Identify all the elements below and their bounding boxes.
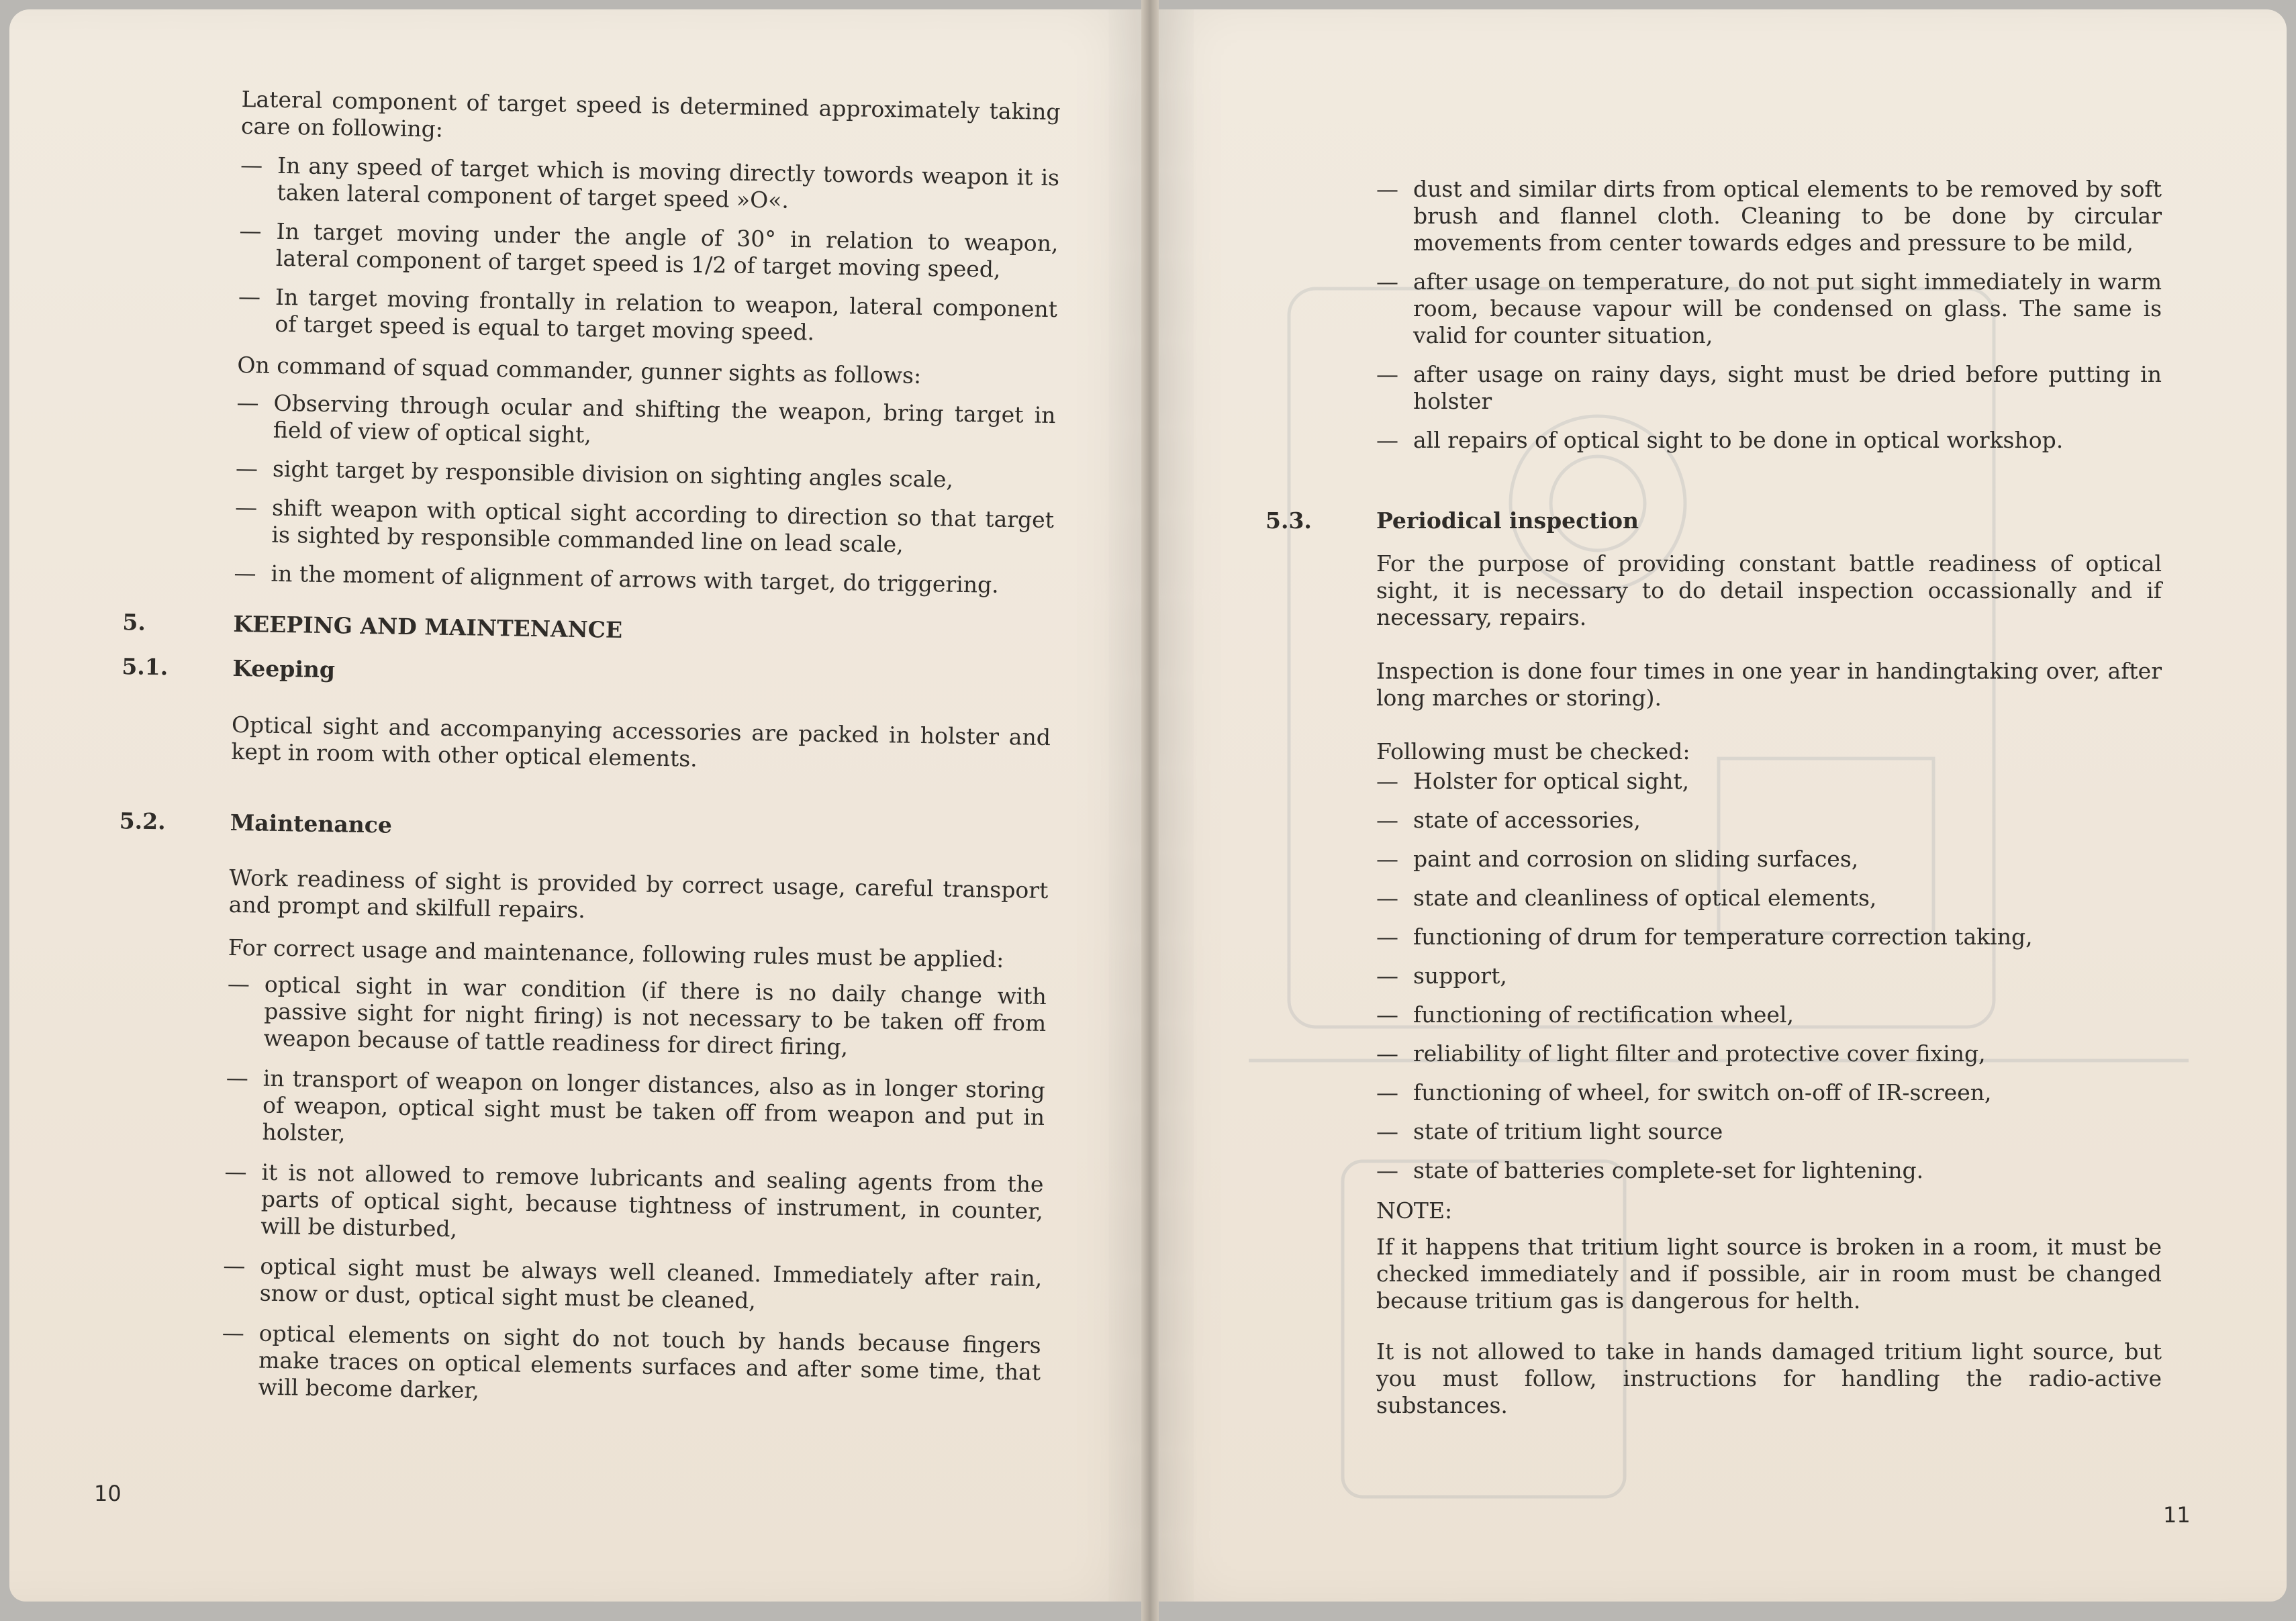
list-item: — optical elements on sight do not touch by hands because fingers make traces on optical elements surfaces and after some time, that will become darker, xyxy=(221,1320,1041,1413)
note-text-2: It is not allowed to take in hands damaged tritium light source, but you must follow, instructions for handling the radio-active substances. xyxy=(1376,1338,2162,1418)
section-number: 5.2. xyxy=(119,807,166,835)
section-number: 5.1. xyxy=(122,653,169,681)
list-item: — paint and corrosion on sliding surfaces, xyxy=(1376,846,2162,873)
list-item: — after usage on rainy days, sight must be dried before putting in holster xyxy=(1376,361,2162,415)
section-title: Keeping xyxy=(232,654,336,683)
maintenance-list xyxy=(221,971,1047,1413)
note-label: NOTE: xyxy=(1376,1197,1453,1224)
list-item: — state of tritium light source xyxy=(1376,1118,2162,1145)
list-item: — optical sight must be always well cleaned. Immediately after rain, snow or dust, optical sight must be cleaned, xyxy=(222,1252,1042,1319)
list-item: — in transport of weapon on longer distances, also as in longer storing of weapon, optical sight must be taken off from weapon and put in holster, xyxy=(225,1065,1045,1158)
list-item: — functioning of wheel, for switch on-off of IR-screen, xyxy=(1376,1079,2162,1106)
section-title: Periodical inspection xyxy=(1376,507,1639,534)
page-number-left: 10 xyxy=(94,1481,122,1506)
list-item: — reliability of light filter and protective cover fixing, xyxy=(1376,1040,2162,1067)
keeping-text: Optical sight and accompanying accessories are packed in holster and kept in room with other optical elements. xyxy=(231,711,1051,772)
list-item: — In target moving under the angle of 30° in relation to weapon, lateral component of target speed is 1/2 of target moving speed, xyxy=(239,217,1059,284)
maintenance-list-continued xyxy=(1376,176,2162,454)
section-5-heading xyxy=(122,609,1052,650)
lateral-intro: Lateral component of target speed is determined approximately taking care on following: xyxy=(240,86,1061,142)
section-number: 5. xyxy=(122,609,146,636)
list-item: — shift weapon with optical sight according to direction so that target is sighted by responsible commanded line on lead scale, xyxy=(234,494,1054,560)
inspection-text-3: Following must be checked: xyxy=(1376,738,1690,765)
list-item: — state and cleanliness of optical elements, xyxy=(1376,885,2162,912)
list-item: — state of batteries complete-set for lightening. xyxy=(1376,1157,2162,1184)
list-item: — dust and similar dirts from optical elements to be removed by soft brush and flannel cloth. Cleaning to be done by circular movements from center towards edges and pressure to be mild, xyxy=(1376,176,2162,256)
list-item: — in the moment of alignment of arrows with target, do triggering. xyxy=(234,560,1053,599)
section-5-3-heading xyxy=(1265,507,2162,534)
list-item: — support, xyxy=(1376,963,2162,989)
left-page-content xyxy=(119,86,1061,1413)
list-item: — all repairs of optical sight to be done in optical workshop. xyxy=(1376,427,2162,454)
right-page-content xyxy=(1265,176,2162,1419)
section-5-1-heading xyxy=(122,653,1051,695)
inspection-text-1: For the purpose of providing constant battle readiness of optical sight, it is necessary to do detail inspection occassionally and if necessary, repairs. xyxy=(1376,550,2162,630)
list-item: — state of accessories, xyxy=(1376,807,2162,834)
inspection-text-2: Inspection is done four times in one year in handingtaking over, after long marches or storing). xyxy=(1376,658,2162,711)
inspection-list xyxy=(1376,768,2162,1184)
page-number-right: 11 xyxy=(2163,1502,2191,1528)
list-item: — Holster for optical sight, xyxy=(1376,768,2162,795)
maintenance-text-1: Work readiness of sight is provided by correct usage, careful transport and prompt and skilfull repairs. xyxy=(228,864,1049,924)
speed-list xyxy=(238,152,1059,350)
list-item: — sight target by responsible division on sighting angles scale, xyxy=(236,455,1055,495)
list-item: — functioning of rectification wheel, xyxy=(1376,1001,2162,1028)
list-item: — In any speed of target which is moving directly towords weapon it is taken lateral component of target speed »O«. xyxy=(240,152,1059,218)
command-list xyxy=(234,389,1055,599)
section-number: 5.3. xyxy=(1265,507,1312,534)
section-5-2-heading xyxy=(119,807,1049,849)
list-item: — optical sight in war condition (if there is no daily change with passive sight for night firing) is not necessary to be taken off from weapon because of tattle readiness for direct firing, xyxy=(226,971,1047,1064)
list-item: — it is not allowed to remove lubricants and sealing agents from the parts of optical sight, because tightness of instrument, in counter, will be disturbed, xyxy=(224,1159,1044,1252)
list-item: — In target moving frontally in relation to weapon, lateral component of target speed is equal to target moving speed. xyxy=(238,283,1057,350)
book-gutter xyxy=(1141,0,1159,1621)
command-intro: On command of squad commander, gunner sights as follows: xyxy=(237,351,922,389)
maintenance-text-2: For correct usage and maintenance, following rules must be applied: xyxy=(228,934,1004,973)
list-item: — after usage on temperature, do not put sight immediately in warm room, because vapour will be condensed on glass. The same is valid for counter situation, xyxy=(1376,268,2162,349)
section-title: Maintenance xyxy=(230,809,393,838)
list-item: — functioning of drum for temperature correction taking, xyxy=(1376,924,2162,950)
section-title: KEEPING AND MAINTENANCE xyxy=(233,610,623,644)
list-item: — Observing through ocular and shifting the weapon, bring target in field of view of optical sight, xyxy=(236,389,1056,456)
note-text-1: If it happens that tritium light source is broken in a room, it must be checked immediately and if possible, air in room must be changed because tritium gas is dangerous for helth. xyxy=(1376,1234,2162,1314)
